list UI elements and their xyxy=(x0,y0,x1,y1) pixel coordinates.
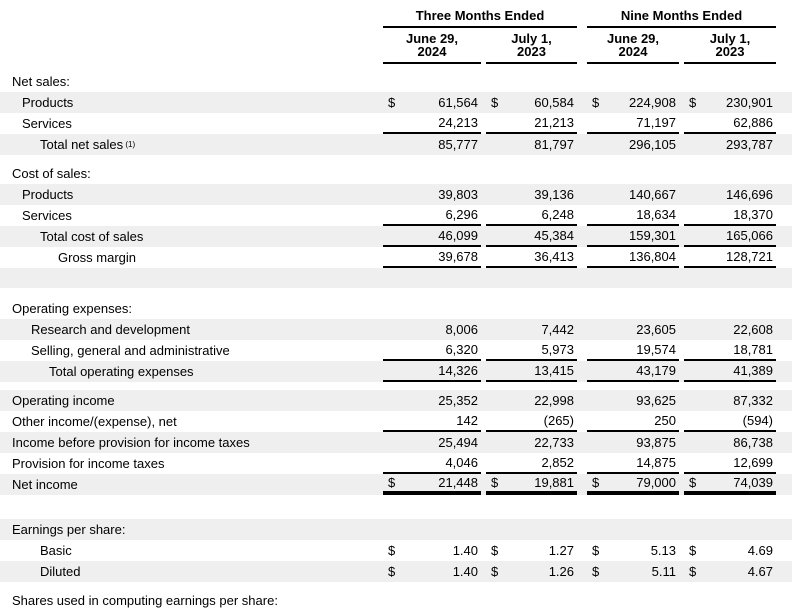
value-text: 22,998 xyxy=(534,393,574,408)
value-cell xyxy=(587,340,679,361)
value-text: 142 xyxy=(456,413,478,428)
value-text: 6,248 xyxy=(541,207,574,222)
value-text: 159,301 xyxy=(629,228,676,243)
value-text: 23,605 xyxy=(636,322,676,337)
value-cell xyxy=(486,247,577,268)
value-text: 46,099 xyxy=(438,228,478,243)
value-cell xyxy=(587,390,679,411)
value-text: 21,448 xyxy=(438,475,478,490)
value-text: 7,442 xyxy=(541,322,574,337)
row-label: Diluted xyxy=(40,564,81,579)
value-cell xyxy=(587,319,679,340)
row-label: Net sales: xyxy=(12,74,70,89)
value-cell xyxy=(486,134,577,155)
value-text: 61,564 xyxy=(438,95,478,110)
dollar-sign: $ xyxy=(592,475,600,490)
table-row xyxy=(0,453,792,474)
row-label: Products xyxy=(22,95,74,110)
column-group-nine-months: Nine Months Ended xyxy=(587,8,776,28)
value-cell xyxy=(486,432,577,453)
spacer-row xyxy=(0,268,792,288)
value-text: 1.40 xyxy=(452,564,478,579)
row-gap xyxy=(0,288,792,298)
row-label: Products xyxy=(22,187,74,202)
value-cell xyxy=(486,92,577,113)
column-header-line: July 1, xyxy=(511,31,552,46)
value-cell xyxy=(383,361,481,382)
value-cell xyxy=(383,340,481,361)
table-row xyxy=(0,340,792,361)
dollar-sign: $ xyxy=(388,475,396,490)
value-text: 81,797 xyxy=(534,137,574,152)
row-label: Operating income xyxy=(12,393,115,408)
value-cell xyxy=(587,92,679,113)
value-cell xyxy=(383,247,481,268)
row-label: Basic xyxy=(40,543,72,558)
value-text: (265) xyxy=(543,413,574,428)
table-row xyxy=(0,113,792,134)
value-text: 43,179 xyxy=(636,363,676,378)
column-group-three-months: Three Months Ended xyxy=(383,8,577,28)
value-cell xyxy=(684,113,776,134)
value-cell xyxy=(383,453,481,474)
value-cell xyxy=(684,134,776,155)
value-cell xyxy=(383,540,481,561)
value-cell xyxy=(587,247,679,268)
dollar-sign: $ xyxy=(388,564,396,579)
dollar-sign: $ xyxy=(592,564,600,579)
dollar-sign: $ xyxy=(491,475,499,490)
table-row xyxy=(0,163,792,184)
row-label: Other income/(expense), net xyxy=(12,414,177,429)
value-text: 41,389 xyxy=(733,363,773,378)
value-text: 2,852 xyxy=(541,455,574,470)
value-text: 22,608 xyxy=(733,322,773,337)
value-text: 140,667 xyxy=(629,187,676,202)
value-text: 60,584 xyxy=(534,95,574,110)
row-label: Research and development xyxy=(31,322,190,337)
dollar-sign: $ xyxy=(388,543,396,558)
column-header-q3-2023 xyxy=(486,31,577,64)
row-label: Earnings per share: xyxy=(12,522,126,537)
value-cell xyxy=(684,247,776,268)
table-row xyxy=(0,540,792,561)
value-text: 74,039 xyxy=(733,475,773,490)
value-text: 5.11 xyxy=(651,564,676,579)
table-row xyxy=(0,474,792,495)
row-label: Total operating expenses xyxy=(49,364,194,379)
value-cell xyxy=(587,474,679,495)
row-label: Shares used in computing earnings per share: xyxy=(12,593,278,608)
value-text: 18,370 xyxy=(733,207,773,222)
value-cell xyxy=(684,390,776,411)
value-cell xyxy=(383,561,481,582)
column-header-line: June 29, xyxy=(405,31,459,46)
value-cell xyxy=(684,340,776,361)
column-header-line: 2024 xyxy=(417,44,447,59)
value-text: (594) xyxy=(742,413,773,428)
value-text: 22,733 xyxy=(534,435,574,450)
row-gap xyxy=(0,495,792,519)
value-cell xyxy=(587,453,679,474)
column-header-line: 2023 xyxy=(715,44,745,59)
value-text: 4.69 xyxy=(747,543,773,558)
value-cell xyxy=(587,226,679,247)
value-cell xyxy=(383,432,481,453)
value-text: 5,973 xyxy=(541,342,574,357)
value-cell xyxy=(587,561,679,582)
value-text: 128,721 xyxy=(726,249,773,264)
table-row xyxy=(0,184,792,205)
value-cell xyxy=(587,361,679,382)
value-cell xyxy=(486,390,577,411)
value-cell xyxy=(486,411,577,432)
table-row xyxy=(0,247,792,268)
row-label: Net income xyxy=(12,477,78,492)
row-label: Selling, general and administrative xyxy=(31,343,230,358)
table-row xyxy=(0,390,792,411)
dollar-sign: $ xyxy=(592,95,600,110)
row-label: Operating expenses: xyxy=(12,301,132,316)
row-label: Income before provision for income taxes xyxy=(12,435,250,450)
value-cell xyxy=(383,184,481,205)
table-row xyxy=(0,205,792,226)
value-text: 1.40 xyxy=(452,543,478,558)
row-label: Cost of sales: xyxy=(12,166,91,181)
value-cell xyxy=(486,184,577,205)
value-text: 39,136 xyxy=(534,187,574,202)
value-cell xyxy=(486,361,577,382)
value-text: 79,000 xyxy=(636,475,676,490)
value-text: 165,066 xyxy=(726,228,773,243)
value-cell xyxy=(383,205,481,226)
dollar-sign: $ xyxy=(491,543,499,558)
table-body xyxy=(0,71,792,610)
column-header-q3-2024 xyxy=(383,31,481,64)
value-text: 21,213 xyxy=(534,115,574,130)
value-cell xyxy=(486,561,577,582)
value-cell xyxy=(587,411,679,432)
column-header-line: July 1, xyxy=(709,31,751,46)
column-group-header-row xyxy=(0,8,792,28)
column-header-ytd-2023 xyxy=(684,31,776,64)
value-cell xyxy=(486,474,577,495)
value-cell xyxy=(684,453,776,474)
value-text: 19,574 xyxy=(636,342,676,357)
table-row xyxy=(0,561,792,582)
row-gap xyxy=(0,155,792,163)
value-cell xyxy=(486,340,577,361)
dollar-sign: $ xyxy=(689,95,697,110)
table-row xyxy=(0,226,792,247)
value-cell xyxy=(587,134,679,155)
value-text: 146,696 xyxy=(726,187,773,202)
value-text: 93,875 xyxy=(636,435,676,450)
value-cell xyxy=(486,453,577,474)
dollar-sign: $ xyxy=(388,95,396,110)
value-cell xyxy=(684,561,776,582)
column-header-line: June 29, xyxy=(606,31,660,46)
dollar-sign: $ xyxy=(491,564,499,579)
value-cell xyxy=(383,226,481,247)
value-cell xyxy=(486,319,577,340)
table-row xyxy=(0,134,792,155)
table-row xyxy=(0,92,792,113)
value-cell xyxy=(684,432,776,453)
row-label: Total cost of sales xyxy=(40,229,144,244)
column-header-ytd-2024 xyxy=(587,31,679,64)
value-text: 1.27 xyxy=(548,543,574,558)
value-cell xyxy=(383,390,481,411)
value-text: 25,494 xyxy=(438,435,478,450)
column-header-row xyxy=(0,31,792,64)
value-cell xyxy=(587,184,679,205)
value-text: 93,625 xyxy=(636,393,676,408)
value-text: 8,006 xyxy=(445,322,478,337)
value-text: 136,804 xyxy=(629,249,676,264)
value-text: 13,415 xyxy=(534,363,574,378)
value-text: 296,105 xyxy=(629,137,676,152)
table-row xyxy=(0,319,792,340)
table-row xyxy=(0,298,792,319)
value-cell xyxy=(383,474,481,495)
value-cell xyxy=(486,226,577,247)
dollar-sign: $ xyxy=(491,95,499,110)
value-cell xyxy=(383,113,481,134)
table-row xyxy=(0,71,792,92)
value-cell xyxy=(486,540,577,561)
value-text: 4,046 xyxy=(445,455,478,470)
value-text: 14,875 xyxy=(636,455,676,470)
row-gap xyxy=(0,382,792,390)
value-text: 45,384 xyxy=(534,228,574,243)
value-text: 14,326 xyxy=(438,363,478,378)
column-header-line: 2023 xyxy=(517,44,546,59)
row-label: Gross margin xyxy=(58,250,137,265)
value-text: 250 xyxy=(654,413,676,428)
value-text: 224,908 xyxy=(629,95,676,110)
value-text: 6,296 xyxy=(445,207,478,222)
value-text: 24,213 xyxy=(438,115,478,130)
value-cell xyxy=(587,205,679,226)
row-label: Services xyxy=(22,116,72,131)
value-text: 36,413 xyxy=(534,249,574,264)
row-gap xyxy=(0,582,792,589)
value-text: 62,886 xyxy=(733,115,773,130)
value-cell xyxy=(383,92,481,113)
value-text: 4.67 xyxy=(747,564,773,579)
row-label: Services xyxy=(22,208,72,223)
value-cell xyxy=(587,540,679,561)
value-cell xyxy=(684,411,776,432)
value-text: 25,352 xyxy=(438,393,478,408)
table-row xyxy=(0,519,792,540)
value-cell xyxy=(684,474,776,495)
dollar-sign: $ xyxy=(689,543,697,558)
column-header-line: 2024 xyxy=(618,44,648,59)
value-cell xyxy=(587,113,679,134)
value-cell xyxy=(486,205,577,226)
value-cell xyxy=(684,92,776,113)
value-text: 6,320 xyxy=(445,342,478,357)
value-text: 86,738 xyxy=(733,435,773,450)
value-text: 18,634 xyxy=(636,207,676,222)
value-text: 293,787 xyxy=(726,137,773,152)
table-row xyxy=(0,361,792,382)
row-label: Provision for income taxes xyxy=(12,456,165,471)
value-text: 19,881 xyxy=(534,475,574,490)
value-text: 87,332 xyxy=(733,393,773,408)
value-cell xyxy=(684,319,776,340)
dollar-sign: $ xyxy=(592,543,600,558)
dollar-sign: $ xyxy=(689,564,697,579)
value-cell xyxy=(486,113,577,134)
value-text: 1.26 xyxy=(548,564,574,579)
value-text: 39,678 xyxy=(438,249,478,264)
value-cell xyxy=(383,411,481,432)
value-cell xyxy=(383,319,481,340)
table-row xyxy=(0,589,792,610)
value-cell xyxy=(684,226,776,247)
value-text: 71,197 xyxy=(636,115,676,130)
value-text: 85,777 xyxy=(438,137,478,152)
table-row xyxy=(0,432,792,453)
value-text: 39,803 xyxy=(438,187,478,202)
row-label: Total net sales (1) xyxy=(40,137,136,152)
value-text: 18,781 xyxy=(733,342,773,357)
value-text: 230,901 xyxy=(726,95,773,110)
value-cell xyxy=(684,361,776,382)
value-text: 12,699 xyxy=(733,455,773,470)
value-cell xyxy=(684,184,776,205)
table-row xyxy=(0,411,792,432)
value-cell xyxy=(587,432,679,453)
value-cell xyxy=(383,134,481,155)
dollar-sign: $ xyxy=(689,475,697,490)
value-cell xyxy=(684,540,776,561)
value-text: 5.13 xyxy=(650,543,676,558)
value-cell xyxy=(684,205,776,226)
